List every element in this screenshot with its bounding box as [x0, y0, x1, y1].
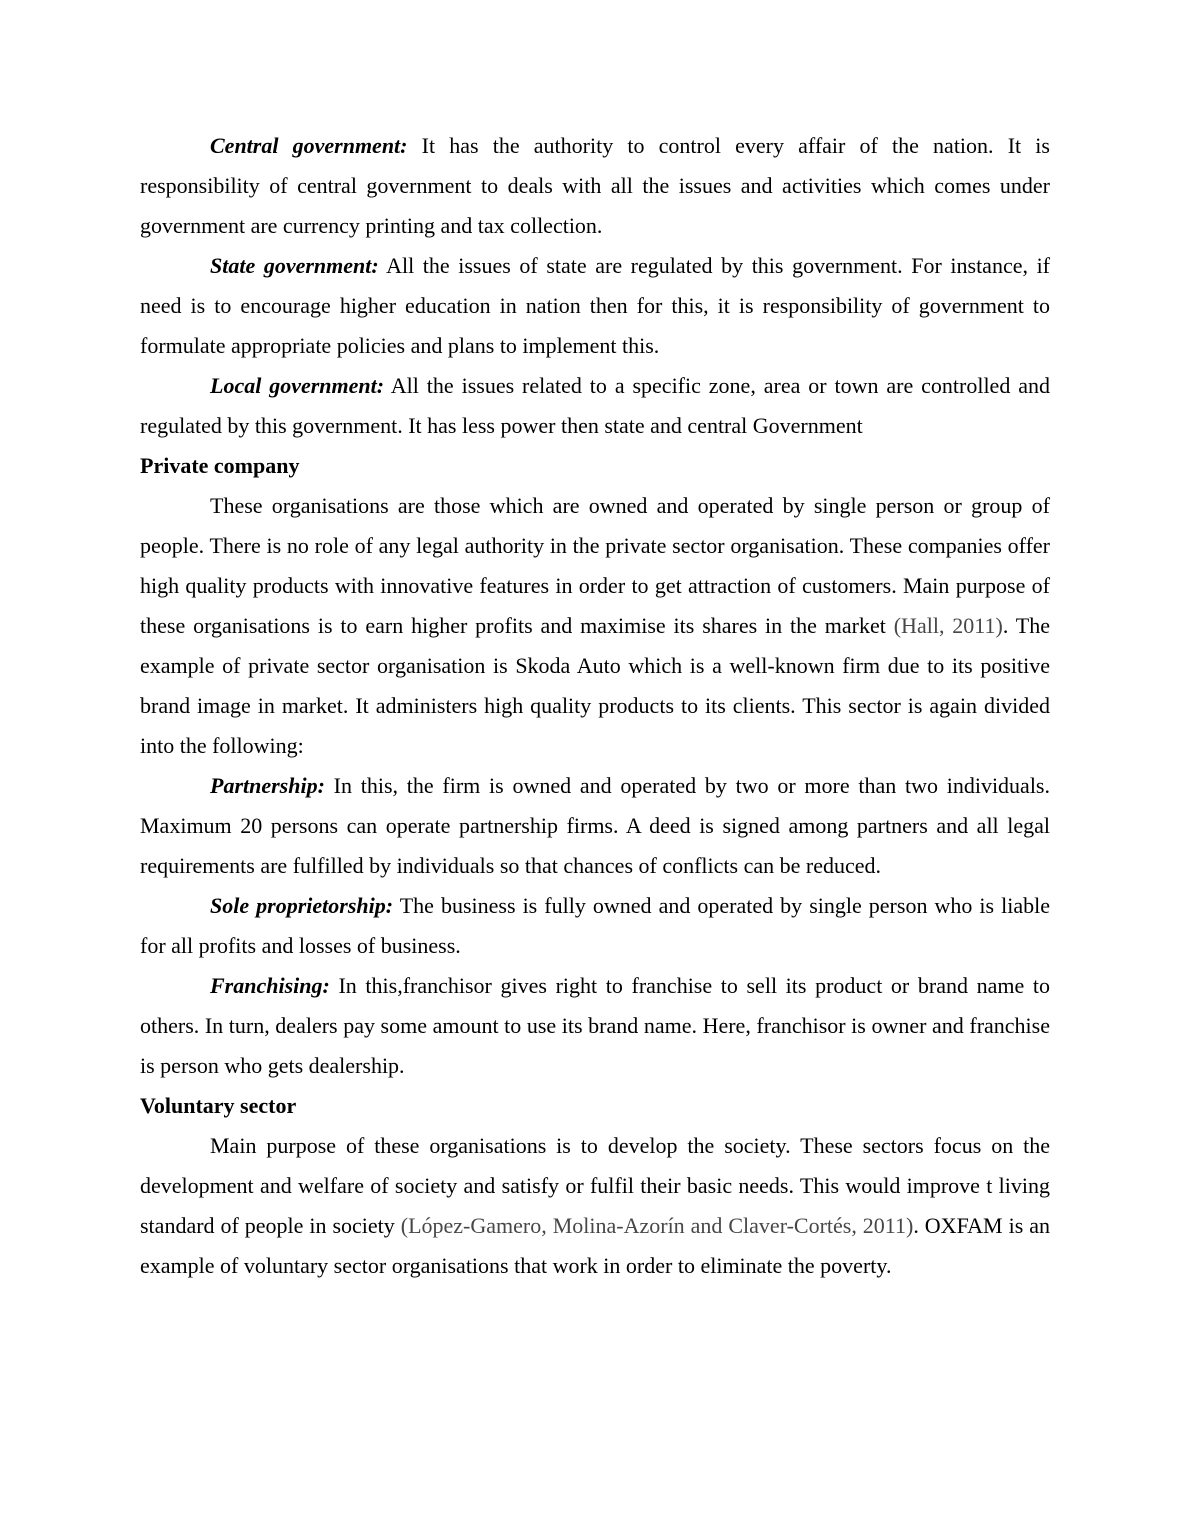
- run-franchising-body: In this,franchisor gives right to franchise to sell its product or brand name to others. In turn, dealers pay some amount to use its brand name. Here, franchisor is owner and franchise is person who gets dealership.: [140, 973, 1050, 1078]
- paragraph-local-government: [140, 366, 1050, 446]
- paragraph-private-company: [140, 486, 1050, 766]
- run-private-company-body-2: . The example of private sector organisation is Skoda Auto which is a well-known firm due to its positive brand image in market. It administers high quality products to its clients. This sector is again divided into the following:: [140, 613, 1051, 758]
- run-central-government-lead: Central government:: [210, 133, 408, 158]
- run-voluntary-body-2: . OXFAM is an example of voluntary sector organisations that work in order to eliminate the poverty.: [140, 1213, 1050, 1278]
- run-local-government-lead: Local government:: [210, 373, 385, 398]
- paragraph-sole-proprietorship: [140, 886, 1050, 966]
- run-private-company-body-1: These organisations are those which are owned and operated by single person or group of people. There is no role of any legal authority in the private sector organisation. These companies offer high quality products with innovative features in order to get attraction of customers. Main purpose of these organisations is to earn higher profits and maximise its shares in the market: [140, 493, 1050, 638]
- run-sole-proprietorship-lead: Sole proprietorship:: [210, 893, 394, 918]
- paragraph-partnership: [140, 766, 1050, 886]
- run-central-government-body: It has the authority to control every affair of the nation. It is responsibility of central government to deals with all the issues and activities which comes under government are currency printing and tax collection.: [140, 133, 1050, 238]
- run-state-government-body: All the issues of state are regulated by this government. For instance, if need is to encourage higher education in nation then for this, it is responsibility of government to formulate appropriate policies and plans to implement this.: [140, 253, 1051, 358]
- heading-voluntary-sector: Voluntary sector: [140, 1093, 297, 1118]
- run-franchising-lead: Franchising:: [210, 973, 330, 998]
- citation-lopez-gamero-2011: (López-Gamero, Molina-Azorín and Claver-Cortés, 2011): [400, 1213, 914, 1238]
- paragraph-central-government: [140, 126, 1050, 246]
- paragraph-franchising: [140, 966, 1050, 1086]
- heading-private-company: Private company: [140, 453, 300, 478]
- run-partnership-body: In this, the firm is owned and operated by two or more than two individuals. Maximum 20 persons can operate partnership firms. A deed is signed among partners and all legal requirements are fulfilled by individuals so that chances of conflicts can be reduced.: [140, 773, 1050, 878]
- run-state-government-lead: State government:: [210, 253, 379, 278]
- paragraph-voluntary-sector: [140, 1126, 1050, 1286]
- citation-hall-2011: (Hall, 2011): [893, 613, 1003, 638]
- run-sole-proprietorship-body: The business is fully owned and operated by single person who is liable for all profits and losses of business.: [140, 893, 1051, 958]
- run-partnership-lead: Partnership:: [210, 773, 325, 798]
- run-voluntary-body-1: Main purpose of these organisations is to develop the society. These sectors focus on the development and welfare of society and satisfy or fulfil their basic needs. This would improve t living standard of people in society: [140, 1133, 1050, 1238]
- run-local-government-body: All the issues related to a specific zone, area or town are controlled and regulated by this government. It has less power then state and central Government: [140, 373, 1050, 438]
- paragraph-state-government: [140, 246, 1050, 366]
